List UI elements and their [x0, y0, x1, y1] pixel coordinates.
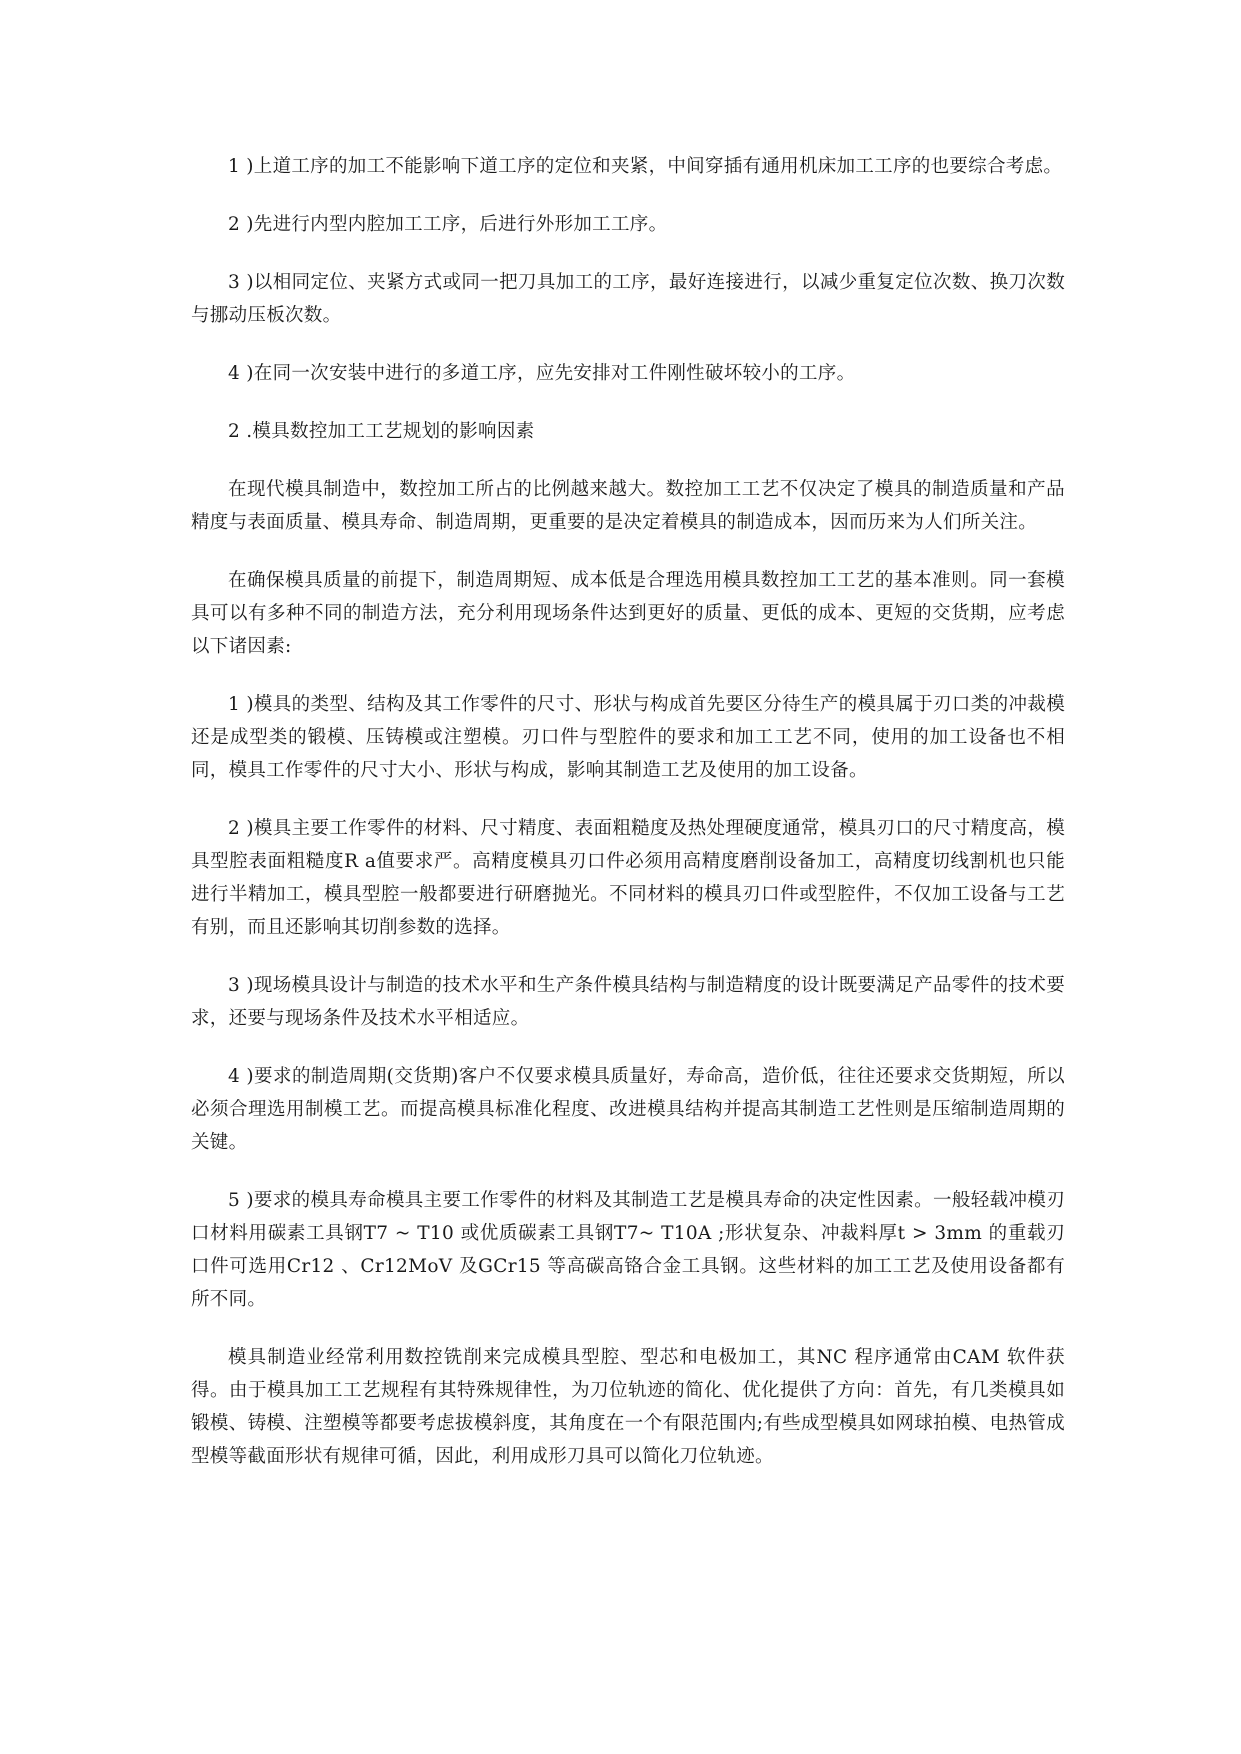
paragraph-nc-milling: 模具制造业经常利用数控铣削来完成模具型腔、型芯和电极加工，其NC 程序通常由CAM 软件获得。由于模具加工工艺规程有其特殊规律性，为刀位轨迹的简化、优化提供了方向：首先，有几类模具如锻模、铸模、注塑模等都要考虑拔模斜度，其角度在一个有限范围内;有些成型模具如网球拍模、电热管成型模等截面形状有规律可循，因此，利用成形刀具可以简化刀位轨迹。 — [191, 1347, 1065, 1467]
document-body — [191, 150, 1065, 1498]
paragraph-principle: 在确保模具质量的前提下，制造周期短、成本低是合理选用模具数控加工工艺的基本准则。同一套模具可以有多种不同的制造方法，充分利用现场条件达到更好的质量、更低的成本、更短的交货期，应考虑以下诸因素: — [191, 570, 1065, 657]
paragraph-factor-5: 5 )要求的模具寿命模具主要工作零件的材料及其制造工艺是模具寿命的决定性因素。一般轻载冲模刃口材料用碳素工具钢T7 ~ T10 或优质碳素工具钢T7~ T10A ;形状复杂、冲裁料厚t > 3mm 的重载刃口件可选用Cr12 、Cr12MoV 及GCr15 等高碳高铬合金工具钢。这些材料的加工工艺及使用设备都有所不同。 — [191, 1190, 1065, 1310]
paragraph-factor-3: 3 )现场模具设计与制造的技术水平和生产条件模具结构与制造精度的设计既要满足产品零件的技术要求，还要与现场条件及技术水平相适应。 — [191, 975, 1065, 1029]
paragraph-intro: 在现代模具制造中，数控加工所占的比例越来越大。数控加工工艺不仅决定了模具的制造质量和产品精度与表面质量、模具寿命、制造周期，更重要的是决定着模具的制造成本，因而历来为人们所关注。 — [191, 479, 1065, 533]
paragraph-process-rule-4: 4 )在同一次安装中进行的多道工序，应先安排对工件刚性破坏较小的工序。 — [228, 363, 856, 384]
paragraph-factor-2: 2 )模具主要工作零件的材料、尺寸精度、表面粗糙度及热处理硬度通常，模具刃口的尺寸精度高，模具型腔表面粗糙度R a值要求严。高精度模具刃口件必须用高精度磨削设备加工，高精度切线割机也只能进行半精加工，模具型腔一般都要进行研磨抛光。不同材料的模具刃口件或型腔件，不仅加工设备与工艺有别，而且还影响其切削参数的选择。 — [191, 818, 1065, 938]
paragraph-process-rule-1: 1 )上道工序的加工不能影响下道工序的定位和夹紧，中间穿插有通用机床加工工序的也要综合考虑。 — [228, 156, 1063, 177]
paragraph-process-rule-2: 2 )先进行内型内腔加工工序，后进行外形加工工序。 — [228, 214, 668, 235]
paragraph-factor-4: 4 )要求的制造周期(交货期)客户不仅要求模具质量好，寿命高，造价低，往往还要求交货期短，所以必须合理选用制模工艺。而提高模具标准化程度、改进模具结构并提高其制造工艺性则是压缩制造周期的关键。 — [191, 1066, 1065, 1153]
section-heading: 2 .模具数控加工工艺规划的影响因素 — [228, 421, 535, 442]
paragraph-factor-1: 1 )模具的类型、结构及其工作零件的尺寸、形状与构成首先要区分待生产的模具属于刃口类的冲裁模还是成型类的锻模、压铸模或注塑模。刃口件与型腔件的要求和加工工艺不同，使用的加工设备也不相同，模具工作零件的尺寸大小、形状与构成，影响其制造工艺及使用的加工设备。 — [191, 694, 1065, 781]
paragraph-process-rule-3: 3 )以相同定位、夹紧方式或同一把刀具加工的工序，最好连接进行，以减少重复定位次数、换刀次数与挪动压板次数。 — [191, 272, 1065, 326]
